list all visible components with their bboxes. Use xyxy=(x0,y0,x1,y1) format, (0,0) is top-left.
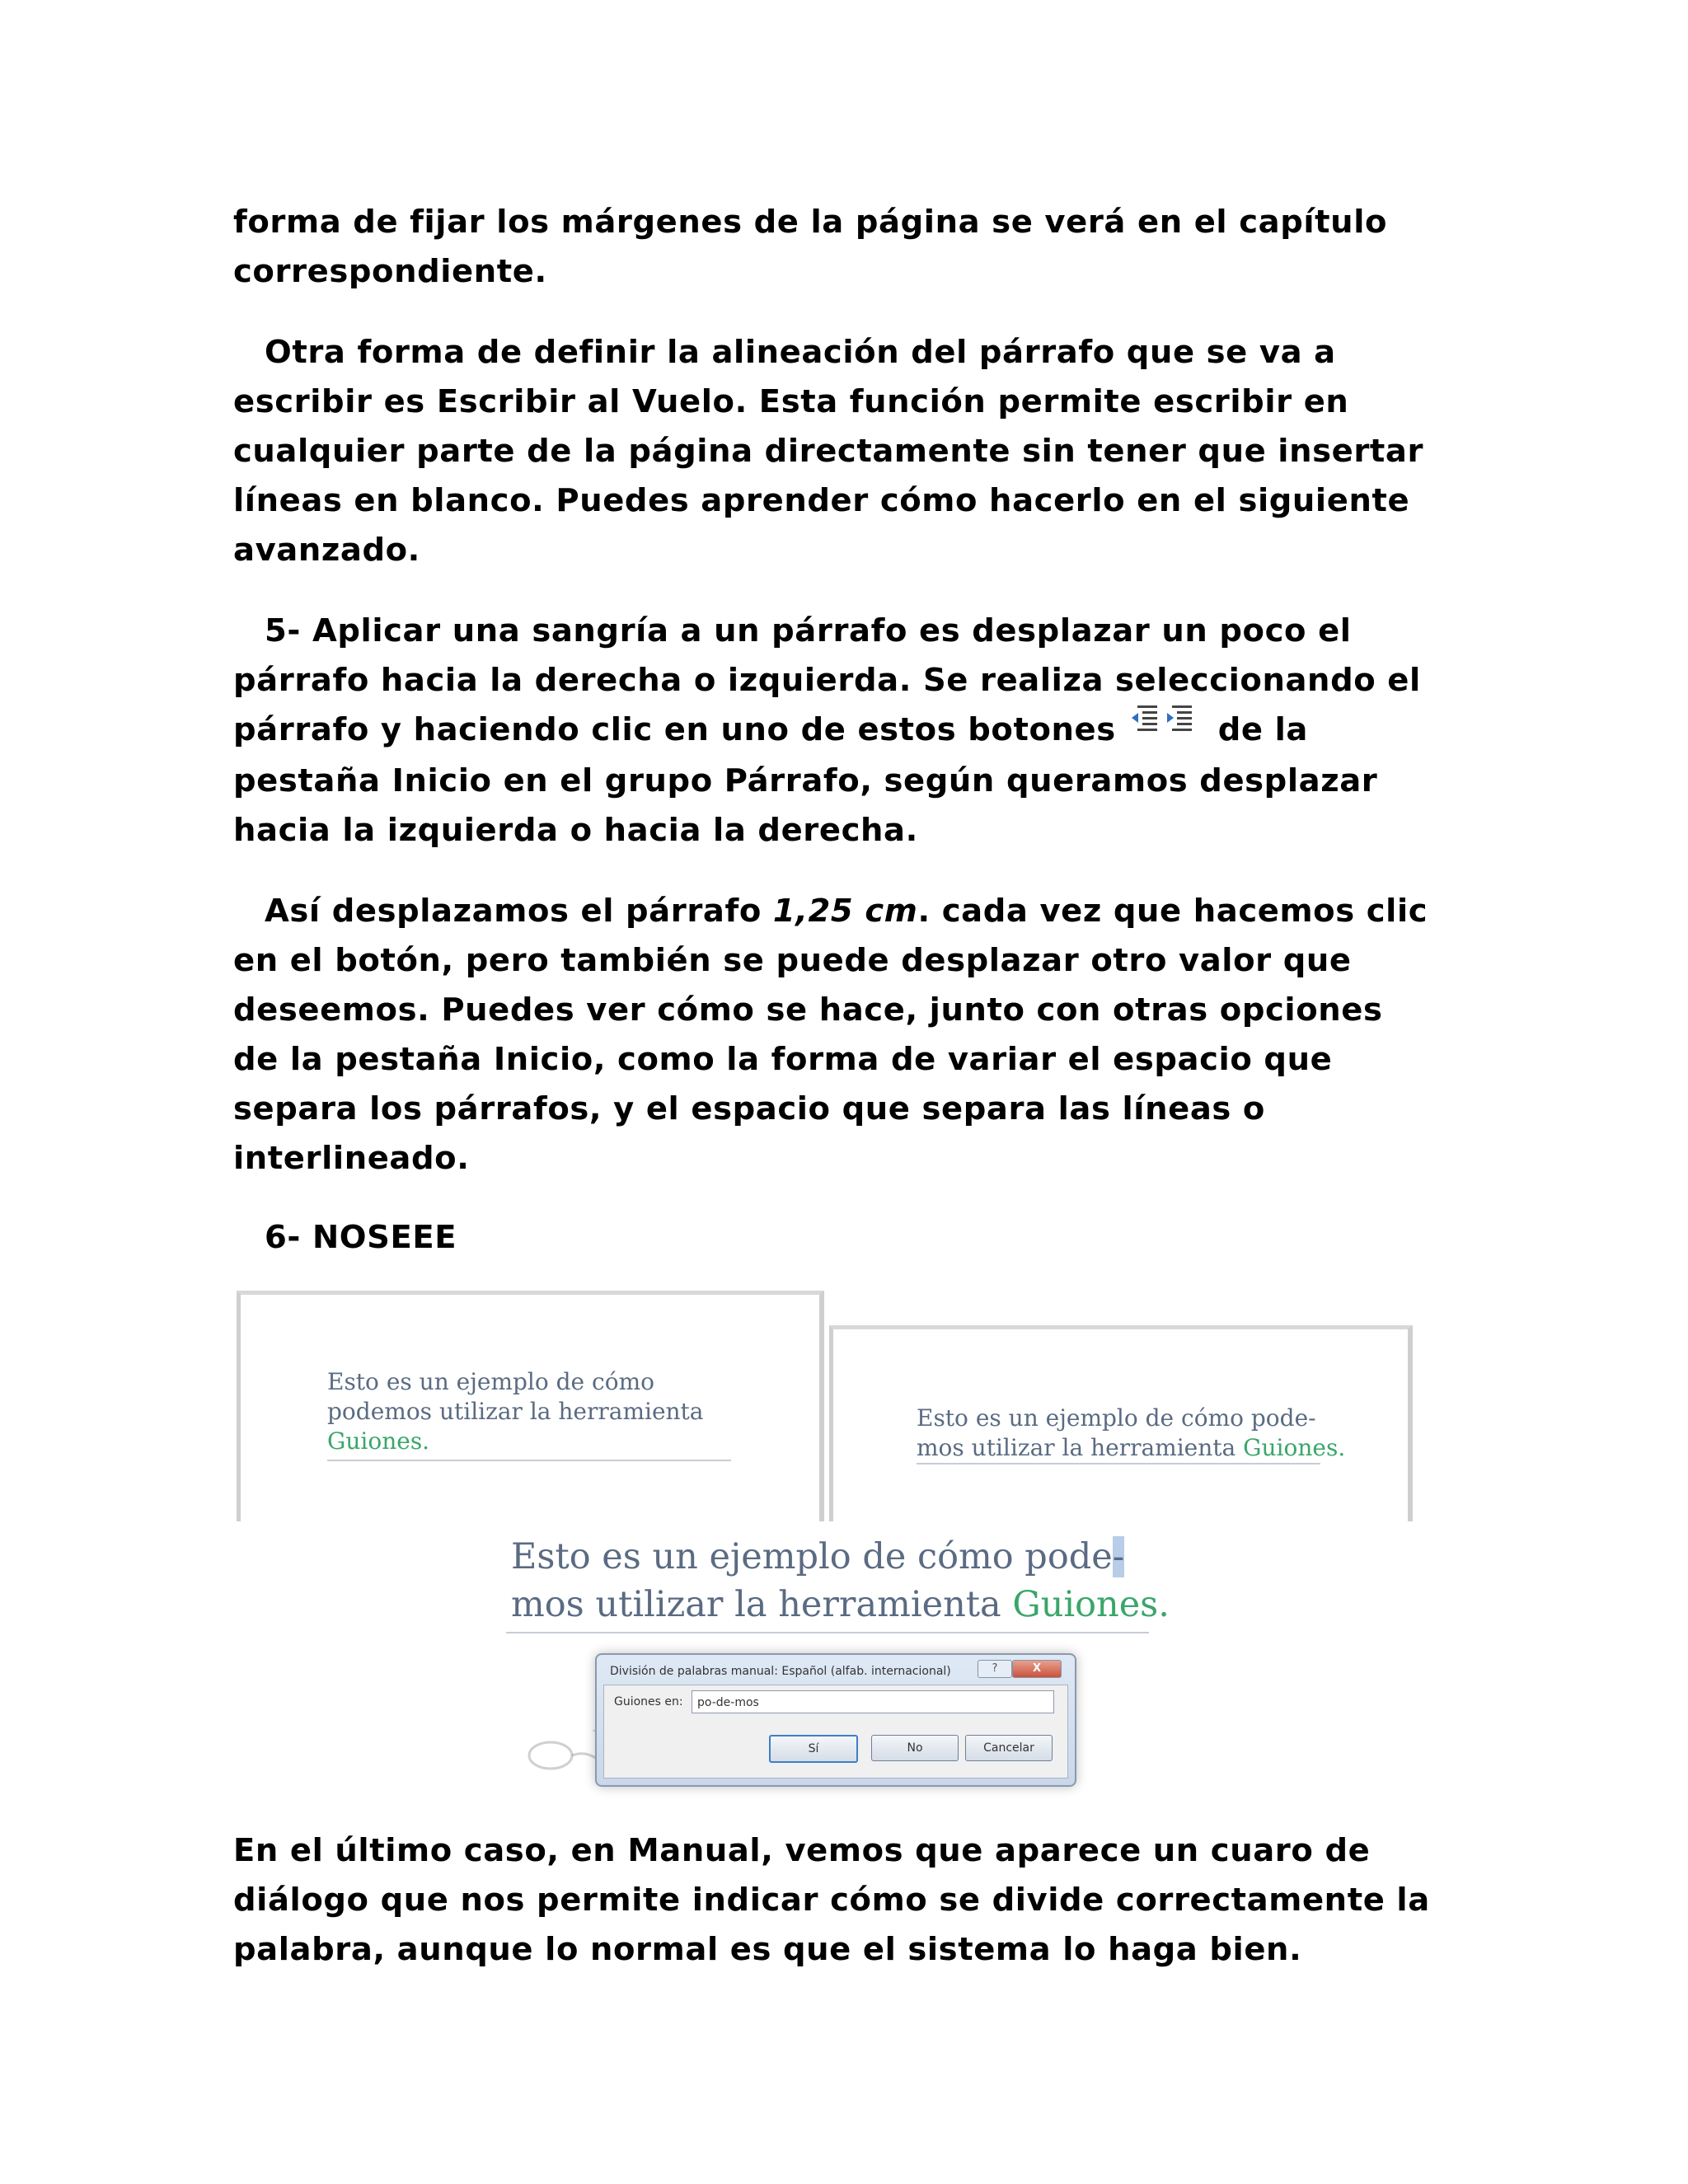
p2-line-1: Otra forma de definir la alineación del párrafo que se va a xyxy=(265,334,1336,371)
example-large-line-2 xyxy=(511,1581,1170,1629)
p6-text: En el último caso, en xyxy=(233,1832,628,1869)
paragraph-3 xyxy=(233,607,1453,855)
example-right-line-2 xyxy=(917,1433,1345,1463)
p3-line-2: párrafo hacia la derecha o izquierda. Se realiza seleccionando el xyxy=(233,662,1421,699)
p1-line-2: correspondiente. xyxy=(233,253,547,290)
example-left-screenshot xyxy=(237,1291,824,1521)
example-right-text xyxy=(917,1404,1345,1463)
example-left-text xyxy=(327,1367,704,1456)
paragraph-5 xyxy=(233,1213,1453,1263)
example-right-text-part: mos utilizar la herramienta xyxy=(917,1434,1244,1461)
example-left-rule xyxy=(327,1460,731,1461)
p5-line-1: 6- NOSEEE xyxy=(265,1219,457,1256)
no-button[interactable]: No xyxy=(871,1735,959,1761)
example-left-line-3: Guiones. xyxy=(327,1427,430,1455)
p3-line-1: 5- Aplicar una sangría a un párrafo es desplazar un poco el xyxy=(265,612,1352,649)
p3-line-4 xyxy=(233,757,1453,806)
p3-text: , según queramos desplazar xyxy=(860,762,1378,799)
example-right-guiones: Guiones. xyxy=(1243,1434,1346,1461)
cancel-button[interactable]: Cancelar xyxy=(965,1735,1053,1761)
paragraph-2 xyxy=(233,328,1453,575)
p4-line-1 xyxy=(233,887,1453,936)
example-right-rule xyxy=(917,1463,1320,1465)
hyphen-highlight: - xyxy=(1112,1536,1125,1577)
example-large-text-part: Esto es un ejemplo de cómo pode xyxy=(511,1536,1113,1577)
p4-text: Así desplazamos el párrafo xyxy=(265,893,773,930)
indent-buttons xyxy=(1131,699,1200,748)
example-large-guiones: Guiones. xyxy=(1012,1584,1170,1625)
paragraph-4 xyxy=(233,887,1453,1183)
example-large-rule xyxy=(506,1632,1149,1633)
p2-text: . Esta función permite escribir en xyxy=(734,383,1349,420)
p6-line-3: palabra, aunque lo normal es que el sistema lo haga bien. xyxy=(233,1931,1302,1968)
p4-line-4: de la pestaña Inicio, como la forma de variar el espacio que xyxy=(233,1041,1333,1078)
p2-line-4: líneas en blanco. Puedes aprender cómo hacerlo en el siguiente xyxy=(233,482,1410,519)
example-right-screenshot xyxy=(829,1325,1413,1521)
p4-line-6: interlineado. xyxy=(233,1140,470,1177)
example-large-line-1 xyxy=(511,1533,1170,1581)
paragraph-6 xyxy=(233,1826,1453,1975)
example-left-line-2: podemos utilizar la herramienta xyxy=(327,1398,704,1425)
paragraph-1 xyxy=(233,198,1453,297)
p2-line-5: avanzado. xyxy=(233,532,420,569)
p3-line-5: hacia la izquierda o hacia la derecha. xyxy=(233,811,918,849)
indent-value: 1,25 cm xyxy=(772,893,918,930)
guiones-en-field[interactable]: po-de-mos xyxy=(692,1690,1054,1713)
guiones-en-label: Guiones en: xyxy=(614,1695,683,1708)
dialog-title: División de palabras manual: Español (alfab. internacional) xyxy=(610,1665,951,1678)
p6-line-1 xyxy=(233,1826,1453,1876)
p4-line-5: separa los párrafos, y el espacio que separa las líneas o xyxy=(233,1090,1265,1127)
p2-text: escribir es xyxy=(233,383,437,420)
example-left-line-1: Esto es un ejemplo de cómo xyxy=(327,1368,654,1395)
close-button[interactable]: X xyxy=(1012,1660,1062,1678)
p4-line-3: deseemos. Puedes ver cómo se hace, junto con otras opciones xyxy=(233,991,1383,1029)
manual-label: Manual xyxy=(627,1832,762,1869)
help-button[interactable]: ? xyxy=(978,1660,1012,1678)
p3-text: pestaña Inicio en el grupo xyxy=(233,762,724,799)
decrease-indent-icon[interactable] xyxy=(1131,702,1159,733)
p3-text: de la xyxy=(1217,711,1309,748)
p2-line-3: cualquier parte de la página directamente sin tener que insertar xyxy=(233,433,1424,470)
yes-button[interactable]: Sí xyxy=(769,1735,858,1763)
p1-line-1: forma de fijar los márgenes de la página se verá en el capítulo xyxy=(233,204,1388,241)
increase-indent-icon[interactable] xyxy=(1165,702,1193,733)
p6-line-2: diálogo que nos permite indicar cómo se divide correctamente la xyxy=(233,1882,1430,1919)
p2-line-2 xyxy=(233,377,1453,427)
example-right-line-1: Esto es un ejemplo de cómo pode- xyxy=(917,1404,1316,1432)
dialog-body xyxy=(603,1685,1068,1779)
parrafo-group-label: Párrafo xyxy=(724,762,860,799)
p4-line-2: en el botón, pero también se puede desplazar otro valor que xyxy=(233,942,1352,979)
p3-text: párrafo y haciendo clic en uno de estos botones xyxy=(233,711,1116,748)
p6-text: , vemos que aparece un cuaro de xyxy=(761,1832,1371,1869)
manual-hyphenation-dialog xyxy=(595,1653,1076,1787)
p3-line-3 xyxy=(233,705,1453,757)
example-large-text-part: mos utilizar la herramienta xyxy=(511,1584,1013,1625)
p4-text: . cada vez que hacemos clic xyxy=(917,893,1428,930)
escribir-al-vuelo-link[interactable]: Escribir al Vuelo xyxy=(436,383,735,420)
example-large-text xyxy=(511,1533,1170,1629)
